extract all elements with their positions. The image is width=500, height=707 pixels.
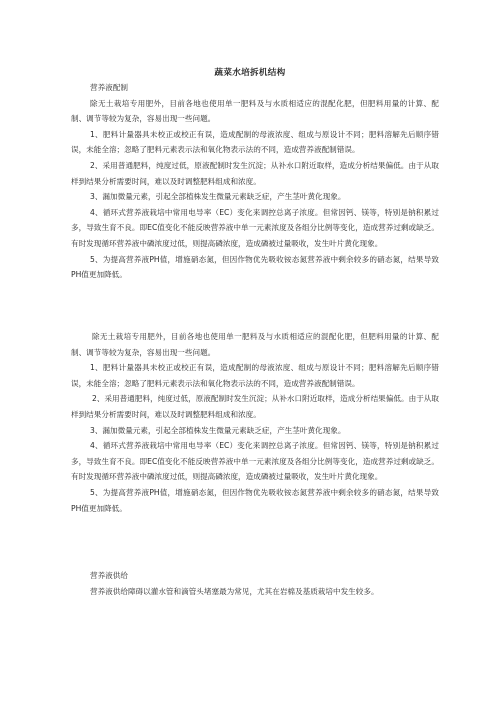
section-heading: 营养液供给 xyxy=(90,571,128,580)
section-nutrient-prep xyxy=(71,80,439,283)
list-item: 1、肥料计量器具未校正或校正有误，造成配制的母液浓度、组成与原设计不同；肥料溶解先后顺序错误，未能全溶；忽略了肥料元素表示法和氧化物表示法的不同，造成营养液配制错误。 xyxy=(71,363,439,388)
section-nutrient-prep-repeat xyxy=(71,329,439,516)
list-item: 2、采用普通肥料，纯度过低，原液配制时发生沉淀；从补水口附近取样，造成分析结果偏低。由于从取样到结果分析需要时间，难以及时调整肥料组成和浓度。 xyxy=(71,394,439,419)
list-item: 3、漏加微量元素，引起全部植株发生微量元素缺乏症，产生茎叶黄化现象。 xyxy=(90,425,346,435)
list-item: 5、为提高营养液PH值，增施硝态氮，但因作物优先吸收铵态氮营养液中剩余较多的硝态氮，结果导致PH值更加降低。 xyxy=(71,254,439,280)
section-nutrient-supply xyxy=(71,568,439,599)
list-item: 2、采用普通肥料，纯度过低，原液配制时发生沉淀；从补水口附近取样，造成分析结果偏低。由于从取样到结果分析需要时间，难以及时调整肥料组成和浓度。 xyxy=(71,160,439,186)
paragraph-intro: 除无土栽培专用肥外，目前各地也使用单一肥料及与水质相适应的混配化肥，但肥料用量的计算、配制、调节等较为复杂，容易出现一些问题。 xyxy=(71,332,439,357)
list-item: 4、循环式营养液栽培中常用电导率（EC）变化来调控总离子浓度。但常因钙、镁等，特别是钠积累过多，导致生育不良。即EC值变化不能反映营养液中单一元素浓度及各组分比例等变化，造成营养过剩或缺乏。有时发现循环营养液中磷浓度过低，则提高磷浓度，造成磷被过量吸收，发生叶片黄化现象。 xyxy=(71,207,439,248)
paragraph-body: 营养液供给障碍以灌水管和滴管头堵塞最为常见，尤其在岩棉及基质栽培中发生较多。 xyxy=(90,586,379,596)
list-item: 3、漏加微量元素，引起全部植株发生微量元素缺乏症，产生茎叶黄化现象。 xyxy=(90,192,346,202)
section-heading: 营养液配制 xyxy=(90,83,128,92)
paragraph-intro: 除无土栽培专用肥外，目前各地也使用单一肥料及与水质相适应的混配化肥，但肥料用量的计算、配制、调节等较为复杂，容易出现一些问题。 xyxy=(71,98,439,124)
list-item: 4、循环式营养液栽培中常用电导率（EC）变化来调控总离子浓度。但常因钙、镁等，特别是钠积累过多，导致生育不良。即EC值变化不能反映营养液中单一元素浓度及各组分比例等变化，造成营养过剩或缺乏。有时发现循环营养液中磷浓度过低，则提高磷浓度，造成磷被过量吸收，发生叶片黄化现象。 xyxy=(71,441,439,482)
list-item: 1、肥料计量器具未校正或校正有误，造成配制的母液浓度、组成与原设计不同；肥料溶解先后顺序错误，未能全溶；忽略了肥料元素表示法和氧化物表示法的不同，造成营养液配制错误。 xyxy=(71,129,439,155)
list-item: 5、为提高营养液PH值，增施硝态氮，但因作物优先吸收铵态氮营养液中剩余较多的硝态氮，结果导致PH值更加降低。 xyxy=(71,487,439,513)
document-title: 蔬菜水培拆机结构 xyxy=(214,68,286,78)
